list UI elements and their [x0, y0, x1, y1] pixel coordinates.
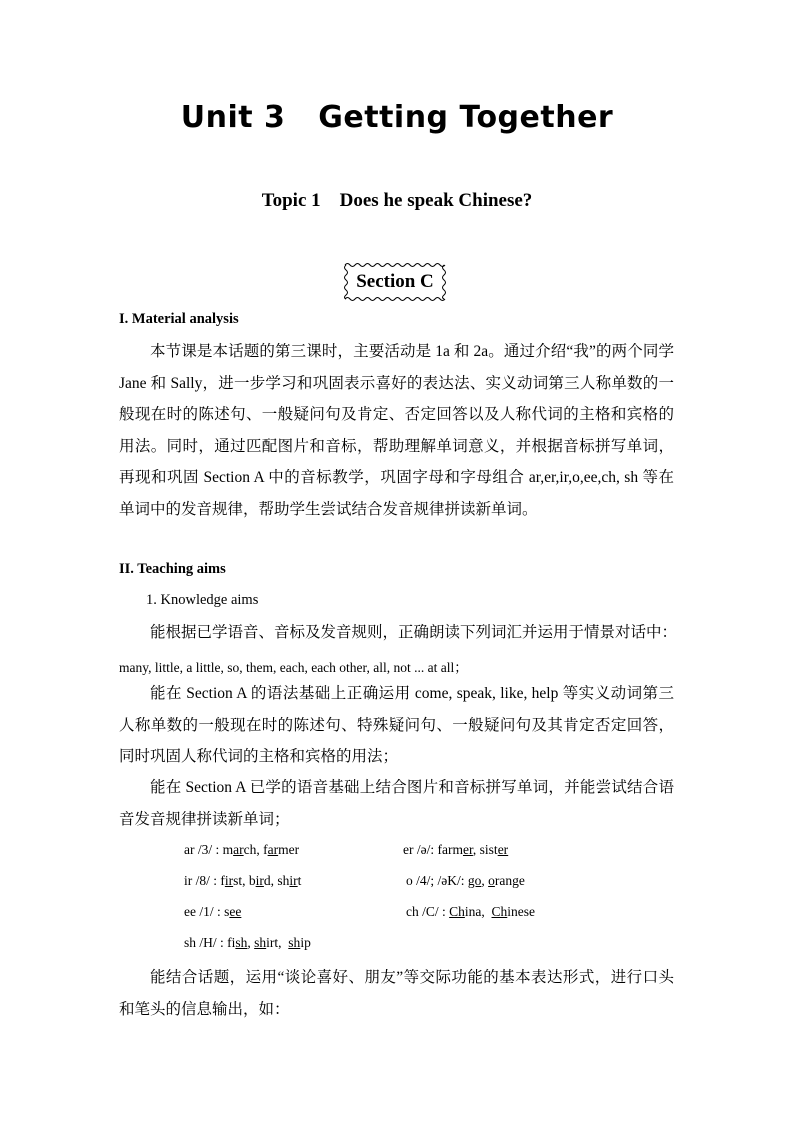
- phonics-sh: [184, 935, 311, 951]
- phonics-underline: ee: [229, 904, 242, 919]
- phonics-ar: [184, 842, 299, 858]
- phonics-text: ch /C/ :: [406, 904, 450, 919]
- phonics-text: ,: [247, 935, 255, 950]
- phonics-text: ir /8/ : f: [184, 873, 225, 888]
- knowledge-aims-heading: 1. Knowledge aims: [146, 592, 259, 608]
- phonics-text: t: [297, 873, 302, 888]
- phonics-text: ee /1/ : s: [184, 904, 230, 919]
- material-analysis-heading: I. Material analysis: [119, 311, 239, 327]
- phonics-underline: ir: [224, 873, 234, 888]
- phonics-text: ch, f: [243, 842, 268, 857]
- communication-aim-paragraph: 能结合话题，运用“谈论喜好、朋友”等交际功能的基本表达形式，进行口头和笔头的信息输出，如：: [119, 969, 674, 1018]
- phonics-underline: go: [467, 873, 482, 888]
- phonics-o: [406, 873, 525, 889]
- vocabulary-list: many, little, a little, so, them, each, each other, all, not ... at all；: [119, 660, 468, 675]
- phonics-underline: Ch: [449, 904, 465, 919]
- phonics-text: er /ə/: farm: [403, 842, 463, 857]
- phonics-text: range: [494, 873, 525, 888]
- phonics-text: irt,: [266, 935, 289, 950]
- phonics-text: ,: [481, 873, 489, 888]
- phonics-underline: ar: [233, 842, 244, 857]
- section-label: Section C: [356, 271, 434, 292]
- phonics-underline: o: [488, 873, 495, 888]
- phonics-text: o /4/; /əK/:: [406, 873, 468, 888]
- phonics-underline: sh: [235, 935, 248, 950]
- phonics-text: ina,: [464, 904, 492, 919]
- phonics-text: st, b: [233, 873, 256, 888]
- phonics-aim-paragraph: 能在 Section A 已学的语音基础上结合图片和音标拼写单词，并能尝试结合语音发音规律拼读新单词；: [119, 779, 674, 828]
- section-badge: [343, 262, 447, 302]
- phonics-underline: sh: [288, 935, 301, 950]
- phonics-underline: Ch: [491, 904, 508, 919]
- phonics-underline: er: [462, 842, 473, 857]
- phonics-underline: ir: [255, 873, 264, 888]
- unit-title: Unit 3 Getting Together: [180, 100, 614, 135]
- phonics-text: mer: [278, 842, 300, 857]
- teaching-aims-heading: II. Teaching aims: [119, 561, 226, 577]
- phonics-text: sh /H/ : fi: [184, 935, 236, 950]
- phonics-underline: sh: [254, 935, 267, 950]
- phonics-underline: ir: [289, 873, 298, 888]
- phonics-text: ip: [300, 935, 311, 950]
- phonics-ee: [184, 904, 241, 920]
- phonics-text: , sist: [472, 842, 498, 857]
- phonics-text: ar /3/ : m: [184, 842, 234, 857]
- phonics-text: d, sh: [263, 873, 290, 888]
- grammar-aim-paragraph: 能在 Section A 的语法基础上正确运用 come, speak, like, help 等实义动词第三人称单数的一般现在时的陈述句、特殊疑问句、一般疑问句及其肯定否定回答，同时巩固人称代词的主格和宾格的用法；: [119, 685, 674, 765]
- phonics-ch: [406, 904, 535, 920]
- phonics-underline: er: [497, 842, 509, 857]
- phonics-er: [403, 842, 508, 858]
- topic-title: Topic 1 Does he speak Chinese?: [261, 190, 533, 211]
- material-analysis-paragraph: 本节课是本话题的第三课时，主要活动是 1a 和 2a。通过介绍“我”的两个同学 Jane 和 Sally，进一步学习和巩固表示喜好的表达法、实义动词第三人称单数的一般现在时的陈述句、一般疑问句及肯定、否定回答以及人称代词的主格和宾格的用法。同时，通过匹配图片和音标，帮助理解单词意义，并根据音标拼写单词，再现和巩固 Section A 中的音标教学，巩固字母和字母组合 ar,er,ir,o,ee,ch, sh 等在单词中的发音规律，帮助学生尝试结合发音规律拼读新单词。: [119, 343, 674, 518]
- phonics-text: inese: [507, 904, 536, 919]
- phonics-underline: ar: [267, 842, 279, 857]
- vocabulary-intro: 能根据已学语音、音标及发音规则，正确朗读下列词汇并运用于情景对话中：: [150, 624, 678, 641]
- phonics-ir: [184, 873, 301, 889]
